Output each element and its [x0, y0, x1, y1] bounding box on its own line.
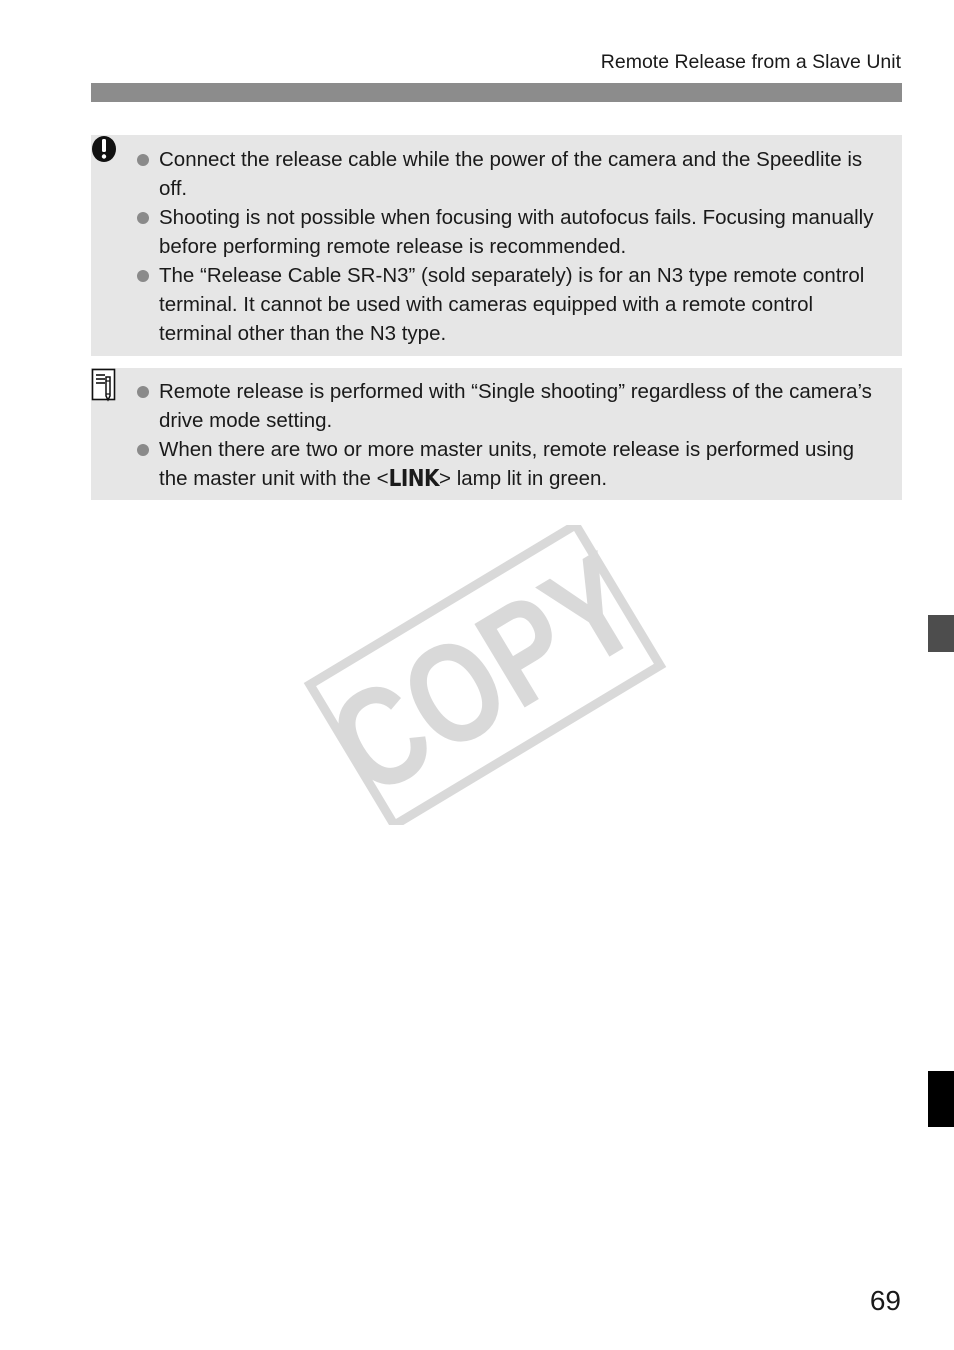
list-item-text: When there are two or more master units, remote release is performed using the master unit with the < [159, 438, 855, 490]
list-item-text-end: > lamp lit in green. [439, 467, 608, 490]
page-number: 69 [869, 1285, 901, 1316]
link-lamp-symbol: LINK [388, 464, 440, 492]
list-item-text: Shooting is not possible when focusing with autofocus fails. Focusing manually before performing remote release is recommended. [159, 206, 874, 258]
watermark-text: COPY [304, 525, 666, 825]
memo-icon [91, 368, 121, 407]
list-item [135, 203, 882, 261]
memo-note-box [91, 368, 902, 500]
caution-list [135, 145, 882, 348]
side-tab-gray [928, 615, 954, 652]
header-title: Remote Release from a Slave Unit [600, 51, 901, 73]
list-item-text: Remote release is performed with “Single shooting” regardless of the camera’s drive mode setting. [159, 380, 872, 432]
header-bar [91, 83, 902, 102]
list-item [135, 377, 882, 435]
bullet-icon [137, 386, 149, 398]
bullet-icon [137, 444, 149, 456]
caution-note-box [91, 135, 902, 356]
side-tab-black [928, 1071, 954, 1127]
bullet-icon [137, 270, 149, 282]
bullet-icon [137, 154, 149, 166]
copy-watermark [300, 525, 670, 830]
list-item [135, 145, 882, 203]
caution-icon [91, 135, 121, 172]
bullet-icon [137, 212, 149, 224]
memo-list [135, 377, 882, 493]
list-item [135, 435, 882, 493]
list-item-text: Connect the release cable while the power of the camera and the Speedlite is off. [159, 148, 863, 200]
list-item-text: The “Release Cable SR-N3” (sold separately) is for an N3 type remote control terminal. It cannot be used with cameras equipped with a remote control terminal other than the N3 type. [159, 264, 865, 345]
list-item [135, 261, 882, 348]
